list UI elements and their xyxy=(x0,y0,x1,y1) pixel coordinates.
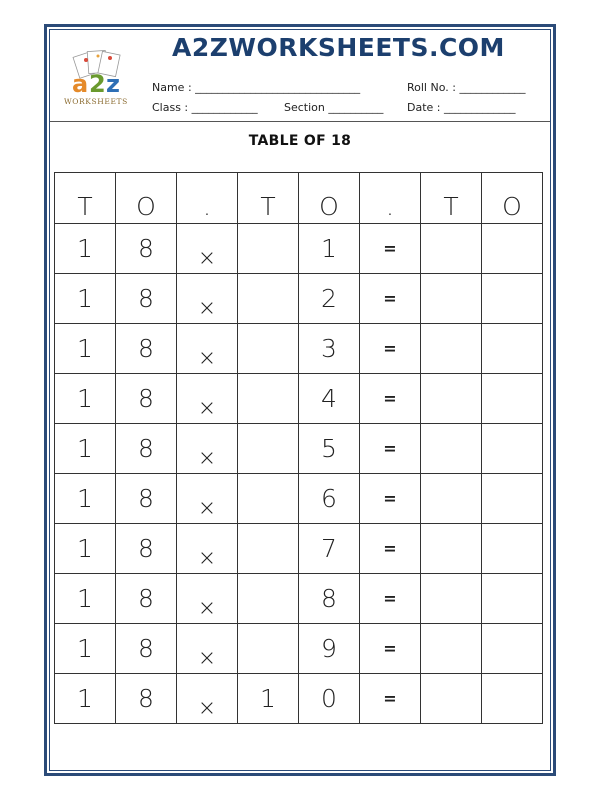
multiply-sign: × xyxy=(177,374,238,424)
digit-cell: 1 xyxy=(55,474,116,524)
multiply-sign: × xyxy=(177,524,238,574)
table-row xyxy=(55,474,543,524)
place-value-header: . xyxy=(360,173,421,224)
class-field: Class : ____________ xyxy=(152,101,258,114)
answer-cell[interactable] xyxy=(482,624,543,674)
header-divider xyxy=(50,121,550,122)
answer-cell[interactable] xyxy=(421,274,482,324)
digit-cell: 1 xyxy=(299,224,360,274)
date-field: Date : _____________ xyxy=(407,101,516,114)
answer-cell[interactable] xyxy=(482,424,543,474)
place-value-header: T xyxy=(421,173,482,224)
digit-cell: 8 xyxy=(299,574,360,624)
equals-sign: = xyxy=(360,374,421,424)
multiply-sign: × xyxy=(177,424,238,474)
digit-cell: 6 xyxy=(299,474,360,524)
digit-cell: 4 xyxy=(299,374,360,424)
digit-cell: 8 xyxy=(116,424,177,474)
digit-cell: 7 xyxy=(299,524,360,574)
equals-sign: = xyxy=(360,424,421,474)
answer-cell[interactable] xyxy=(238,524,299,574)
place-value-header: O xyxy=(116,173,177,224)
answer-cell[interactable] xyxy=(482,274,543,324)
answer-cell[interactable] xyxy=(421,574,482,624)
digit-cell: 1 xyxy=(55,674,116,724)
answer-cell[interactable] xyxy=(482,674,543,724)
table-header-row xyxy=(55,173,543,224)
digit-cell: 3 xyxy=(299,324,360,374)
multiply-sign: × xyxy=(177,574,238,624)
digit-cell: 8 xyxy=(116,324,177,374)
table-row xyxy=(55,224,543,274)
section-field: Section __________ xyxy=(284,101,384,114)
table-row xyxy=(55,574,543,624)
equals-sign: = xyxy=(360,324,421,374)
site-title: A2ZWORKSHEETS.COM xyxy=(172,33,505,62)
name-field: Name : ______________________________ xyxy=(152,81,361,94)
digit-cell: 1 xyxy=(55,524,116,574)
table-row xyxy=(55,674,543,724)
table-row xyxy=(55,624,543,674)
answer-cell[interactable] xyxy=(421,524,482,574)
digit-cell: 1 xyxy=(55,574,116,624)
answer-cell[interactable] xyxy=(482,374,543,424)
answer-cell[interactable] xyxy=(482,524,543,574)
equals-sign: = xyxy=(360,224,421,274)
digit-cell: 1 xyxy=(55,374,116,424)
place-value-header: O xyxy=(482,173,543,224)
answer-cell[interactable] xyxy=(238,374,299,424)
digit-cell: 1 xyxy=(55,624,116,674)
digit-cell: 8 xyxy=(116,624,177,674)
answer-cell[interactable] xyxy=(421,624,482,674)
table-row xyxy=(55,424,543,474)
answer-cell[interactable] xyxy=(421,324,482,374)
equals-sign: = xyxy=(360,474,421,524)
equals-sign: = xyxy=(360,274,421,324)
roll-no-field: Roll No. : ____________ xyxy=(407,81,526,94)
multiply-sign: × xyxy=(177,474,238,524)
answer-cell[interactable] xyxy=(238,574,299,624)
answer-cell[interactable] xyxy=(421,224,482,274)
multiply-sign: × xyxy=(177,224,238,274)
digit-cell: 8 xyxy=(116,374,177,424)
multiply-sign: × xyxy=(177,624,238,674)
place-value-header: . xyxy=(177,173,238,224)
multiply-sign: × xyxy=(177,324,238,374)
multiply-sign: × xyxy=(177,674,238,724)
answer-cell[interactable] xyxy=(421,424,482,474)
a2z-logo xyxy=(58,48,138,108)
table-row xyxy=(55,324,543,374)
worksheet-title: TABLE OF 18 xyxy=(248,133,352,149)
answer-cell[interactable] xyxy=(421,674,482,724)
digit-cell: 8 xyxy=(116,474,177,524)
answer-cell[interactable] xyxy=(238,624,299,674)
answer-cell[interactable] xyxy=(238,324,299,374)
place-value-header: O xyxy=(299,173,360,224)
digit-cell: 1 xyxy=(55,424,116,474)
digit-cell: 8 xyxy=(116,224,177,274)
svg-text:a: a xyxy=(72,70,89,98)
digit-cell: 9 xyxy=(299,624,360,674)
table-row xyxy=(55,274,543,324)
answer-cell[interactable] xyxy=(238,474,299,524)
digit-cell: 8 xyxy=(116,574,177,624)
equals-sign: = xyxy=(360,624,421,674)
svg-text:WORKSHEETS: WORKSHEETS xyxy=(64,97,128,106)
place-value-header: T xyxy=(55,173,116,224)
svg-text:2: 2 xyxy=(89,70,106,98)
answer-cell[interactable] xyxy=(238,274,299,324)
equals-sign: = xyxy=(360,574,421,624)
digit-cell: 8 xyxy=(116,674,177,724)
multiplication-table xyxy=(54,172,543,724)
answer-cell[interactable] xyxy=(421,474,482,524)
answer-cell[interactable] xyxy=(482,224,543,274)
answer-cell[interactable] xyxy=(482,324,543,374)
table-row xyxy=(55,524,543,574)
equals-sign: = xyxy=(360,524,421,574)
digit-cell: 1 xyxy=(55,324,116,374)
digit-cell: 1 xyxy=(55,274,116,324)
answer-cell[interactable] xyxy=(238,424,299,474)
equals-sign: = xyxy=(360,674,421,724)
digit-cell: 2 xyxy=(299,274,360,324)
table-row xyxy=(55,374,543,424)
answer-cell[interactable] xyxy=(238,224,299,274)
digit-cell: 5 xyxy=(299,424,360,474)
place-value-header: T xyxy=(238,173,299,224)
answer-cell[interactable] xyxy=(421,374,482,424)
digit-cell: 1 xyxy=(55,224,116,274)
answer-cell[interactable] xyxy=(482,474,543,524)
answer-cell[interactable] xyxy=(482,574,543,624)
digit-cell: 8 xyxy=(116,524,177,574)
digit-cell: 0 xyxy=(299,674,360,724)
digit-cell: 1 xyxy=(238,674,299,724)
multiply-sign: × xyxy=(177,274,238,324)
svg-text:z: z xyxy=(106,70,120,98)
digit-cell: 8 xyxy=(116,274,177,324)
